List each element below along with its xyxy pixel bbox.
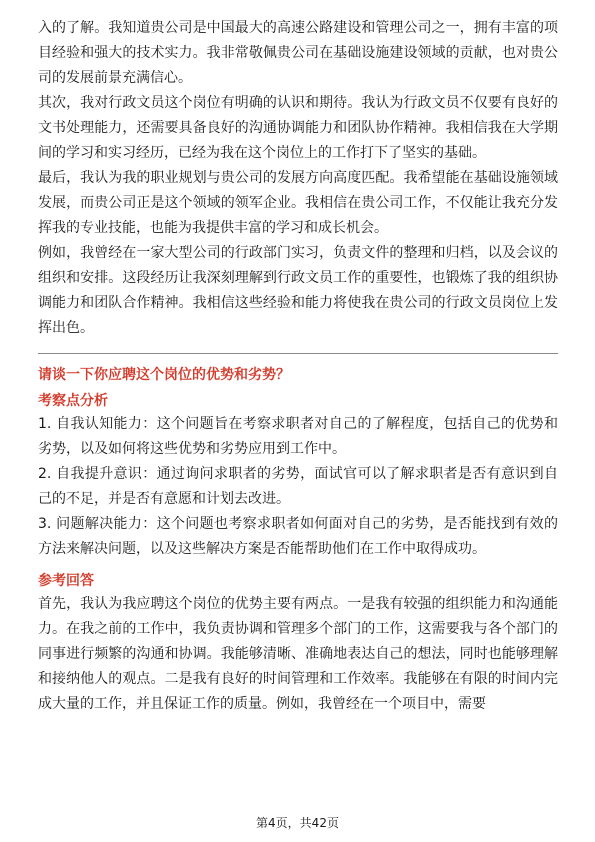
answer-heading: 参考回答 [38, 573, 94, 589]
intro-paragraph-4: 例如，我曾经在一家大型公司的行政部门实习，负责文件的整理和归档，以及会议的组织和安排。这段经历让我深刻理解到行政文员工作的重要性，也锻炼了我的组织协调能力和团队合作精神。我相信这些经验和能力将使我在贵公司的行政文员岗位上发挥出色。 [38, 245, 558, 336]
analysis-item-2: 2. 自我提升意识：通过询问求职者的劣势，面试官可以了解求职者是否有意识到自己的不足，并是否有意愿和计划去改进。 [38, 466, 558, 507]
intro-paragraph-3: 最后，我认为我的职业规划与贵公司的发展方向高度匹配。我希望能在基础设施领域发展，而贵公司正是这个领域的领军企业。我相信在贵公司工作，不仅能让我充分发挥我的专业技能，也能为我提供丰富的学习和成长机会。 [38, 170, 558, 236]
section-divider [38, 353, 558, 354]
page-number: 第4页，共42页 [256, 816, 339, 830]
analysis-heading: 考察点分析 [38, 393, 108, 409]
intro-paragraph-2: 其次，我对行政文员这个岗位有明确的认识和期待。我认为行政文员不仅要有良好的文书处理能力，还需要具备良好的沟通协调能力和团队协作精神。我相信我在大学期间的学习和实习经历，已经为我在这个岗位上的工作打下了坚实的基础。 [38, 95, 558, 161]
interview-question: 请谈一下你应聘这个岗位的优势和劣势？ [38, 367, 290, 383]
answer-paragraph: 首先，我认为我应聘这个岗位的优势主要有两点。一是我有较强的组织能力和沟通能力。在我之前的工作中，我负责协调和管理多个部门的工作，这需要我与各个部门的同事进行频繁的沟通和协调。我能够清晰、准确地表达自己的想法，同时也能够理解和接纳他人的观点。二是我有良好的时间管理和工作效率。我能够在有限的时间内完成大量的工作，并且保证工作的质量。例如，我曾经在一个项目中，需要 [38, 596, 558, 712]
analysis-item-1: 1. 自我认知能力：这个问题旨在考察求职者对自己的了解程度，包括自己的优势和劣势，以及如何将这些优势和劣势应用到工作中。 [38, 416, 558, 457]
analysis-item-3: 3. 问题解决能力：这个问题也考察求职者如何面对自己的劣势，是否能找到有效的方法来解决问题，以及这些解决方案是否能帮助他们在工作中取得成功。 [38, 516, 558, 557]
page-content [38, 16, 558, 717]
intro-paragraph-1: 入的了解。我知道贵公司是中国最大的高速公路建设和管理公司之一，拥有丰富的项目经验和强大的技术实力。我非常敬佩贵公司在基础设施建设领域的贡献，也对贵公司的发展前景充满信心。 [38, 20, 558, 86]
